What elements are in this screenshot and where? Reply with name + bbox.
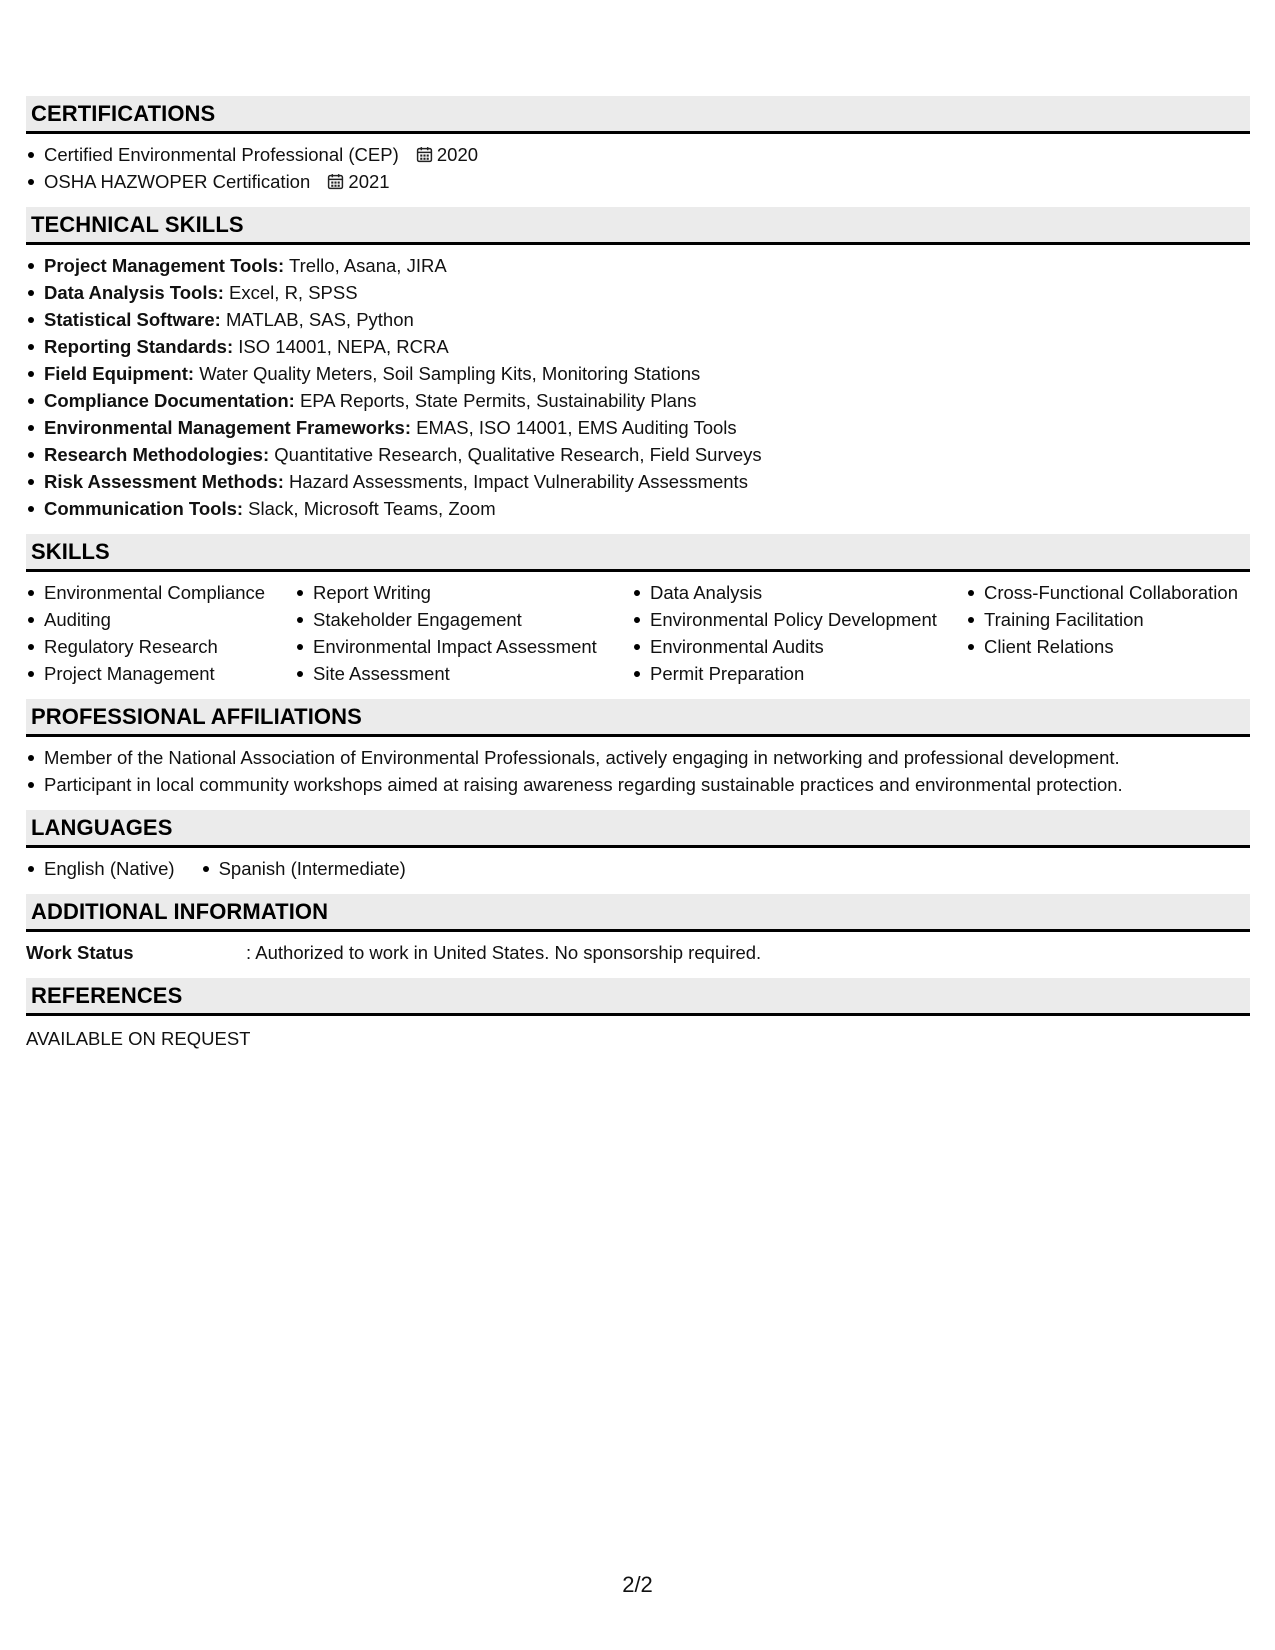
language-list [26,855,1250,882]
list-item [26,468,1250,495]
calendar-icon [327,173,344,190]
list-item: Environmental Audits [632,633,966,660]
calendar-icon [416,146,433,163]
skill-values: Hazard Assessments, Impact Vulnerability Assessments [283,471,748,492]
skill-values: EPA Reports, State Permits, Sustainability Plans [294,390,697,411]
affiliation-list [26,744,1250,798]
language-item-wrap [26,855,201,882]
skill-values: MATLAB, SAS, Python [220,309,414,330]
language-item-wrap [201,855,432,882]
list-item [26,306,1250,333]
list-item: Cross-Functional Collaboration [966,579,1250,606]
skill-category: Environmental Management Frameworks: [44,417,412,438]
skill-values: ISO 14001, NEPA, RCRA [233,336,449,357]
list-item: Site Assessment [295,660,632,687]
skill-category: Compliance Documentation: [44,390,295,411]
skill-category: Statistical Software: [44,309,221,330]
skills-column [966,579,1250,687]
list-item: Data Analysis [632,579,966,606]
work-status-row [26,939,1250,966]
certification-name: OSHA HAZWOPER Certification [44,171,311,192]
skill-category: Reporting Standards: [44,336,234,357]
resume-page [26,96,1250,1064]
certification-list [26,141,1250,195]
list-item: Spanish (Intermediate) [201,855,406,882]
list-item: Permit Preparation [632,660,966,687]
list-item [26,360,1250,387]
list-item [26,414,1250,441]
list-item: Regulatory Research [26,633,295,660]
section-heading: ADDITIONAL INFORMATION [26,894,1250,932]
list-item [26,441,1250,468]
list-item [26,387,1250,414]
list-item: Auditing [26,606,295,633]
list-item: Environmental Impact Assessment [295,633,632,660]
skill-values: Water Quality Meters, Soil Sampling Kits, Monitoring Stations [194,363,701,384]
additional-info-section [26,894,1250,966]
list-item: Project Management [26,660,295,687]
certification-name: Certified Environmental Professional (CEP) [44,144,399,165]
technical-skills-section [26,207,1250,522]
skill-values: Excel, R, SPSS [223,282,358,303]
technical-skills-list [26,252,1250,522]
certification-year: 2021 [348,171,390,192]
references-text: AVAILABLE ON REQUEST [26,1028,251,1049]
list-item [26,252,1250,279]
skill-values: Quantitative Research, Qualitative Research, Field Surveys [269,444,762,465]
references-section [26,978,1250,1052]
skill-category: Research Methodologies: [44,444,270,465]
certification-year: 2020 [436,144,479,165]
list-item: Stakeholder Engagement [295,606,632,633]
list-item [26,279,1250,306]
skill-values: EMAS, ISO 14001, EMS Auditing Tools [411,417,737,438]
skill-values: Slack, Microsoft Teams, Zoom [243,498,496,519]
work-status-label: Work Status [26,942,134,963]
list-item: Participant in local community workshops aimed at raising awareness regarding sustainable practices and environmental protection. [26,771,1250,798]
list-item: Environmental Compliance [26,579,295,606]
section-heading: LANGUAGES [26,810,1250,848]
skills-column [632,579,966,687]
list-item: Member of the National Association of Environmental Professionals, actively engaging in networking and professional development. [26,744,1250,771]
list-item: Environmental Policy Development [632,606,966,633]
skill-category: Project Management Tools: [44,255,285,276]
skills-column [26,579,295,687]
list-item: Report Writing [295,579,632,606]
skill-category: Data Analysis Tools: [44,282,224,303]
skill-values: Trello, Asana, JIRA [284,255,447,276]
section-heading: CERTIFICATIONS [26,96,1250,134]
skill-category: Field Equipment: [44,363,195,384]
languages-section [26,810,1250,882]
list-item: Training Facilitation [966,606,1250,633]
list-item: English (Native) [26,855,175,882]
list-item: Client Relations [966,633,1250,660]
certifications-section [26,96,1250,195]
skills-grid [26,579,1250,687]
list-item [26,141,1250,168]
section-heading: SKILLS [26,534,1250,572]
list-item [26,333,1250,360]
section-heading: PROFESSIONAL AFFILIATIONS [26,699,1250,737]
skills-section [26,534,1250,687]
skills-column [295,579,632,687]
page-number: 2/2 [622,1572,653,1597]
list-item [26,495,1250,522]
section-heading: REFERENCES [26,978,1250,1016]
skill-category: Communication Tools: [44,498,244,519]
skill-category: Risk Assessment Methods: [44,471,284,492]
section-heading: TECHNICAL SKILLS [26,207,1250,245]
list-item [26,168,1250,195]
affiliations-section [26,699,1250,798]
work-status-value: : Authorized to work in United States. No sponsorship required. [246,942,762,963]
